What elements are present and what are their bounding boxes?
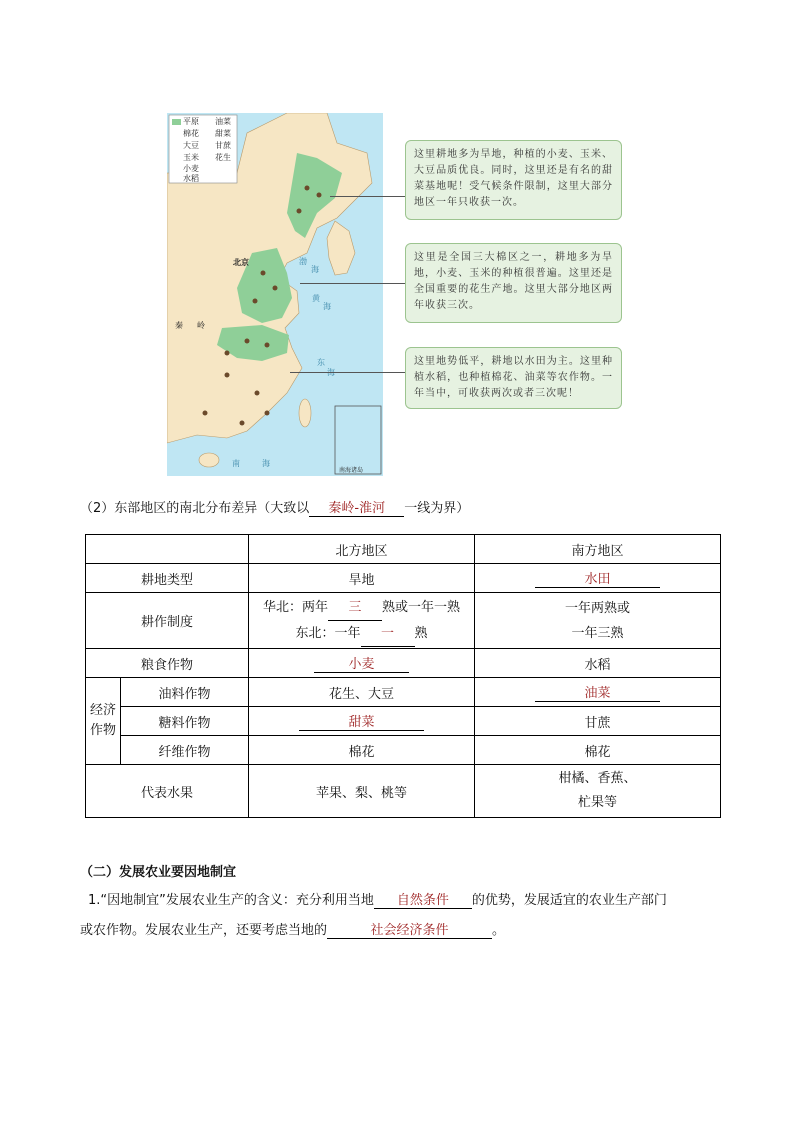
label-nan: 南 <box>232 459 240 468</box>
south-fruit-line1: 柑橘、香蕉、 <box>558 771 637 786</box>
legend-plain-swatch <box>172 119 181 125</box>
legend-corn: 玉米 <box>183 153 199 162</box>
cash-crops-line2: 作物 <box>89 723 116 738</box>
answer-dongbei: 一 <box>361 621 415 647</box>
label-ling: 岭 <box>197 321 205 330</box>
label-bo: 渤 <box>299 257 307 266</box>
section-heading: （二）发展农业要因地制宜 <box>80 865 237 880</box>
table-row <box>86 736 721 765</box>
table-row <box>86 765 721 818</box>
legend-plain: 平原 <box>183 117 199 126</box>
table-row <box>86 707 721 736</box>
taiwan-island <box>299 399 311 427</box>
row-label-fruit: 代表水果 <box>86 765 249 818</box>
cell-north-fiber: 棉花 <box>249 736 475 765</box>
label-dong: 东 <box>317 358 325 367</box>
cell-north-fruit: 苹果、梨、桃等 <box>249 765 475 818</box>
p2-answer: 社会经济条件 <box>327 919 492 939</box>
paragraph-2 <box>80 919 505 939</box>
section-2-answer: 秦岭-淮河 <box>309 497 404 517</box>
legend-rapeseed: 油菜 <box>215 117 231 126</box>
p1-suffix: 的优势，发展适宜的农业生产部门 <box>471 893 667 908</box>
section-2-line <box>80 497 469 517</box>
huabei-suffix: 熟或一年一熟 <box>382 599 461 615</box>
table-row <box>86 649 721 678</box>
callout-northeast: 这里耕地多为旱地，种植的小麦、玉米、大豆品质优良。同时，这里还是有名的甜菜基地呢！受气候条件限制，这里大部分地区一年只收获一次。 <box>405 140 622 220</box>
north-dongbei-line <box>249 621 474 647</box>
section-2-suffix: 一线为界） <box>404 501 470 516</box>
header-north: 北方地区 <box>249 535 475 564</box>
dongbei-suffix: 熟 <box>414 625 428 641</box>
crop-distribution-map <box>167 113 383 476</box>
section-2-prefix: （2）东部地区的南北分布差异（大致以 <box>80 501 310 516</box>
table-row <box>86 593 721 649</box>
row-label-oil: 油料作物 <box>121 678 249 707</box>
legend-peanut: 花生 <box>215 153 231 162</box>
cell-north-land-type: 旱地 <box>249 564 475 593</box>
map-svg <box>167 113 383 476</box>
legend-cotton: 棉花 <box>183 129 199 138</box>
p2-prefix: 或农作物。发展农业生产，还要考虑当地的 <box>80 923 328 938</box>
north-south-comparison-table <box>85 534 721 818</box>
p1-answer: 自然条件 <box>374 889 472 909</box>
label-qin: 秦 <box>175 321 183 330</box>
cell-south-land-type <box>475 564 721 593</box>
answer-south-land-type: 水田 <box>535 568 660 588</box>
cell-south-cropping-system <box>475 593 721 649</box>
row-label-sugar: 糖料作物 <box>121 707 249 736</box>
legend-rice: 水稻 <box>183 174 199 183</box>
label-huanghai-hai: 海 <box>323 302 331 311</box>
cell-north-cropping-system <box>249 593 475 649</box>
cell-south-sugar: 甘蔗 <box>475 707 721 736</box>
label-inset: 南海诸岛 <box>339 467 364 474</box>
cell-north-sugar <box>249 707 475 736</box>
legend-sugarcane: 甘蔗 <box>215 141 231 150</box>
table-header-row <box>86 535 721 564</box>
legend-soybean: 大豆 <box>183 141 199 150</box>
cash-crops-group-label <box>86 678 121 765</box>
north-huabei-line <box>249 595 474 621</box>
south-sea-inset <box>335 406 381 474</box>
south-system-line2: 一年三熟 <box>571 625 624 641</box>
dongbei-prefix: 东北：一年 <box>295 625 361 641</box>
paragraph-1 <box>88 889 667 909</box>
legend-sugarbeet: 甜菜 <box>215 129 231 138</box>
label-nanhai-hai: 海 <box>262 459 270 468</box>
cell-north-oil: 花生、大豆 <box>249 678 475 707</box>
table-row <box>86 678 721 707</box>
answer-north-grain: 小麦 <box>314 653 409 673</box>
leader-line-south <box>290 372 405 373</box>
cell-north-grain <box>249 649 475 678</box>
legend-wheat: 小麦 <box>183 164 199 173</box>
row-label-grain: 粮食作物 <box>86 649 249 678</box>
label-huang: 黄 <box>312 294 320 303</box>
cell-south-oil <box>475 678 721 707</box>
callout-north-china: 这里是全国三大棉区之一，耕地多为旱地，小麦、玉米的种植很普遍。这里还是全国重要的花生产地。这里大部分地区两年收获三次。 <box>405 243 622 323</box>
huabei-prefix: 华北：两年 <box>262 599 328 615</box>
answer-huabei: 三 <box>328 595 382 621</box>
header-empty-cell <box>86 535 249 564</box>
south-fruit-line2: 杧果等 <box>577 795 617 810</box>
header-south: 南方地区 <box>475 535 721 564</box>
leader-line-huabei <box>300 283 405 284</box>
label-bohai-hai: 海 <box>311 265 319 274</box>
callout-south: 这里地势低平，耕地以水田为主。这里种植水稻，也种植棉花、油菜等农作物。一年当中，可收获两次或者三次呢！ <box>405 347 622 409</box>
hainan-island <box>199 453 219 467</box>
cell-south-fruit <box>475 765 721 818</box>
cash-crops-line1: 经济 <box>89 703 116 718</box>
row-label-land-type: 耕地类型 <box>86 564 249 593</box>
answer-north-sugar: 甜菜 <box>299 711 424 731</box>
cell-south-grain: 水稻 <box>475 649 721 678</box>
cell-south-fiber: 棉花 <box>475 736 721 765</box>
south-system-line1: 一年两熟或 <box>564 600 630 616</box>
answer-south-oil: 油菜 <box>535 682 660 702</box>
table-row <box>86 564 721 593</box>
leader-line-north <box>330 196 405 197</box>
p2-suffix: 。 <box>492 923 506 938</box>
row-label-fiber: 纤维作物 <box>121 736 249 765</box>
label-beijing: 北京 <box>233 257 249 267</box>
p1-prefix: 1.“因地制宜”发展农业生产的含义：充分利用当地 <box>88 893 374 908</box>
row-label-cropping-system: 耕作制度 <box>86 593 249 649</box>
